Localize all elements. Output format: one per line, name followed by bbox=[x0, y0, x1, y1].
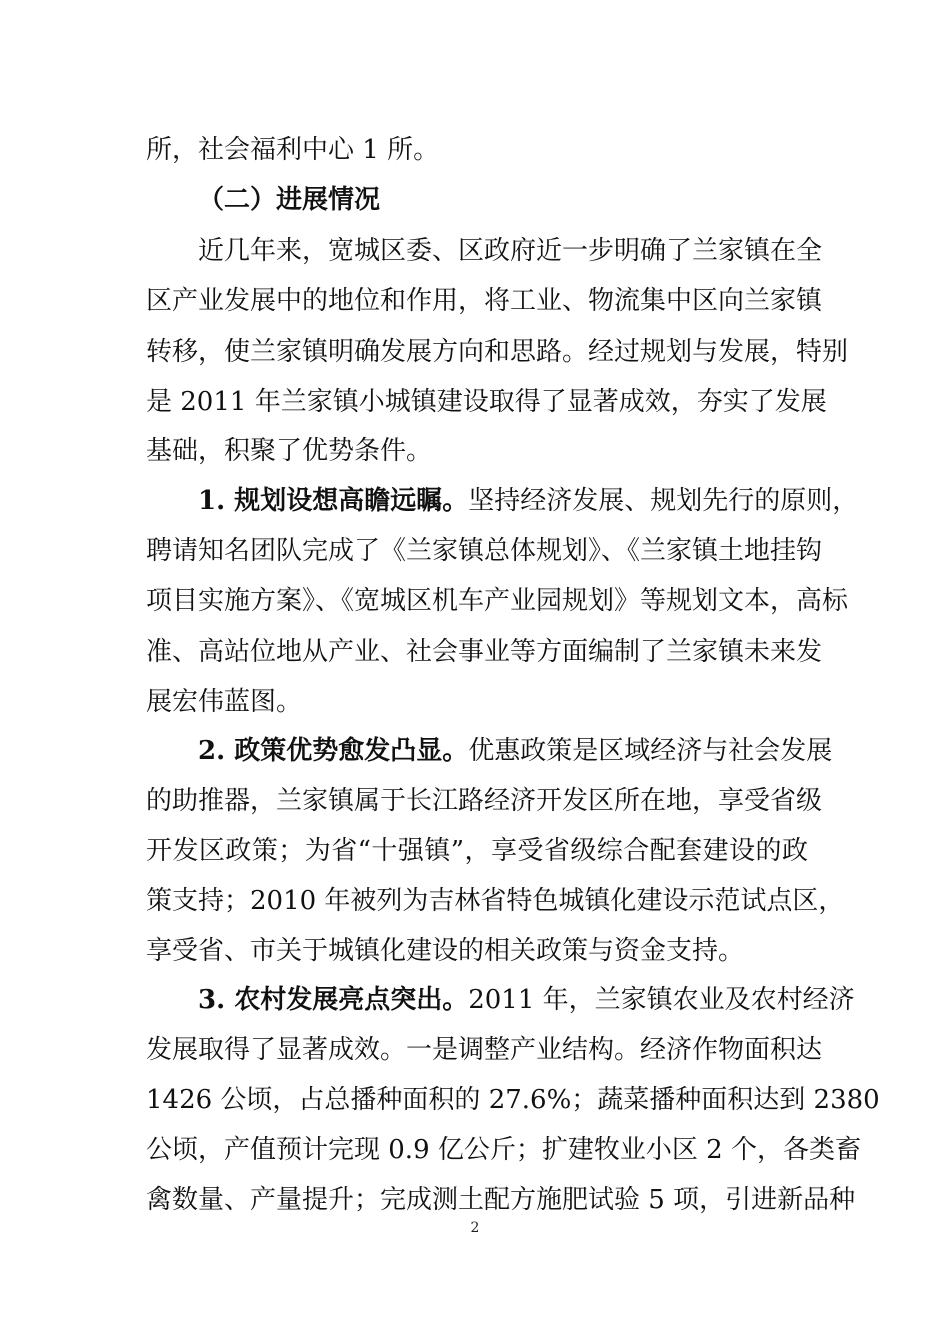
paragraph-line: 享受省、市关于城镇化建设的相关政策与资金支持。 bbox=[146, 936, 745, 966]
paragraph-line: 所，社会福利中心 1 所。 bbox=[146, 135, 440, 165]
paragraph-line: 转移，使兰家镇明确发展方向和思路。经过规划与发展，特别 bbox=[146, 337, 849, 367]
paragraph-line: 2. 政策优势愈发凸显。优惠政策是区域经济与社会发展 bbox=[198, 736, 833, 766]
page-number: 2 bbox=[470, 1220, 480, 1236]
paragraph-line: 聘请知名团队完成了《兰家镇总体规划》、《兰家镇土地挂钩 bbox=[146, 536, 823, 566]
item-heading: 2. 政策优势愈发凸显。 bbox=[198, 736, 469, 766]
paragraph-line: 1. 规划设想高瞻远瞩。坚持经济发展、规划先行的原则， bbox=[198, 486, 859, 516]
paragraph-line: 准、高站位地从产业、社会事业等方面编制了兰家镇未来发 bbox=[146, 637, 823, 667]
paragraph-line: 的助推器，兰家镇属于长江路经济开发区所在地，享受省级 bbox=[146, 786, 823, 816]
paragraph-line: 区产业发展中的地位和作用，将工业、物流集中区向兰家镇 bbox=[146, 286, 823, 316]
paragraph-line: 开发区政策；为省“十强镇”，享受省级综合配套建设的政 bbox=[146, 836, 808, 866]
paragraph-line: 基础，积聚了优势条件。 bbox=[146, 436, 433, 466]
paragraph-line: 发展取得了显著成效。一是调整产业结构。经济作物面积达 bbox=[146, 1035, 823, 1065]
paragraph-line: 策支持；2010 年被列为吉林省特色城镇化建设示范试点区， bbox=[146, 886, 845, 916]
item-heading: 1. 规划设想高瞻远瞩。 bbox=[198, 486, 469, 516]
paragraph-line: 1426 公顷，占总播种面积的 27.6%；蔬菜播种面积达到 2380 bbox=[146, 1085, 880, 1115]
paragraph-line: 3. 农村发展亮点突出。2011 年，兰家镇农业及农村经济 bbox=[198, 985, 855, 1015]
item-heading: 3. 农村发展亮点突出。 bbox=[198, 985, 469, 1015]
paragraph-line: 项目实施方案》、《宽城区机车产业园规划》等规划文本，高标 bbox=[146, 586, 849, 616]
paragraph-line: 禽数量、产量提升；完成测土配方施肥试验 5 项，引进新品种 bbox=[146, 1185, 856, 1215]
paragraph-line: 是 2011 年兰家镇小城镇建设取得了显著成效，夯实了发展 bbox=[146, 387, 827, 417]
paragraph-line: 近几年来，宽城区委、区政府近一步明确了兰家镇在全 bbox=[198, 236, 823, 266]
paragraph-line: 公顷，产值预计完现 0.9 亿公斤；扩建牧业小区 2 个，各类畜 bbox=[146, 1135, 861, 1165]
paragraph-line: 展宏伟蓝图。 bbox=[146, 687, 303, 717]
section-heading: （二）进展情况 bbox=[198, 185, 381, 215]
